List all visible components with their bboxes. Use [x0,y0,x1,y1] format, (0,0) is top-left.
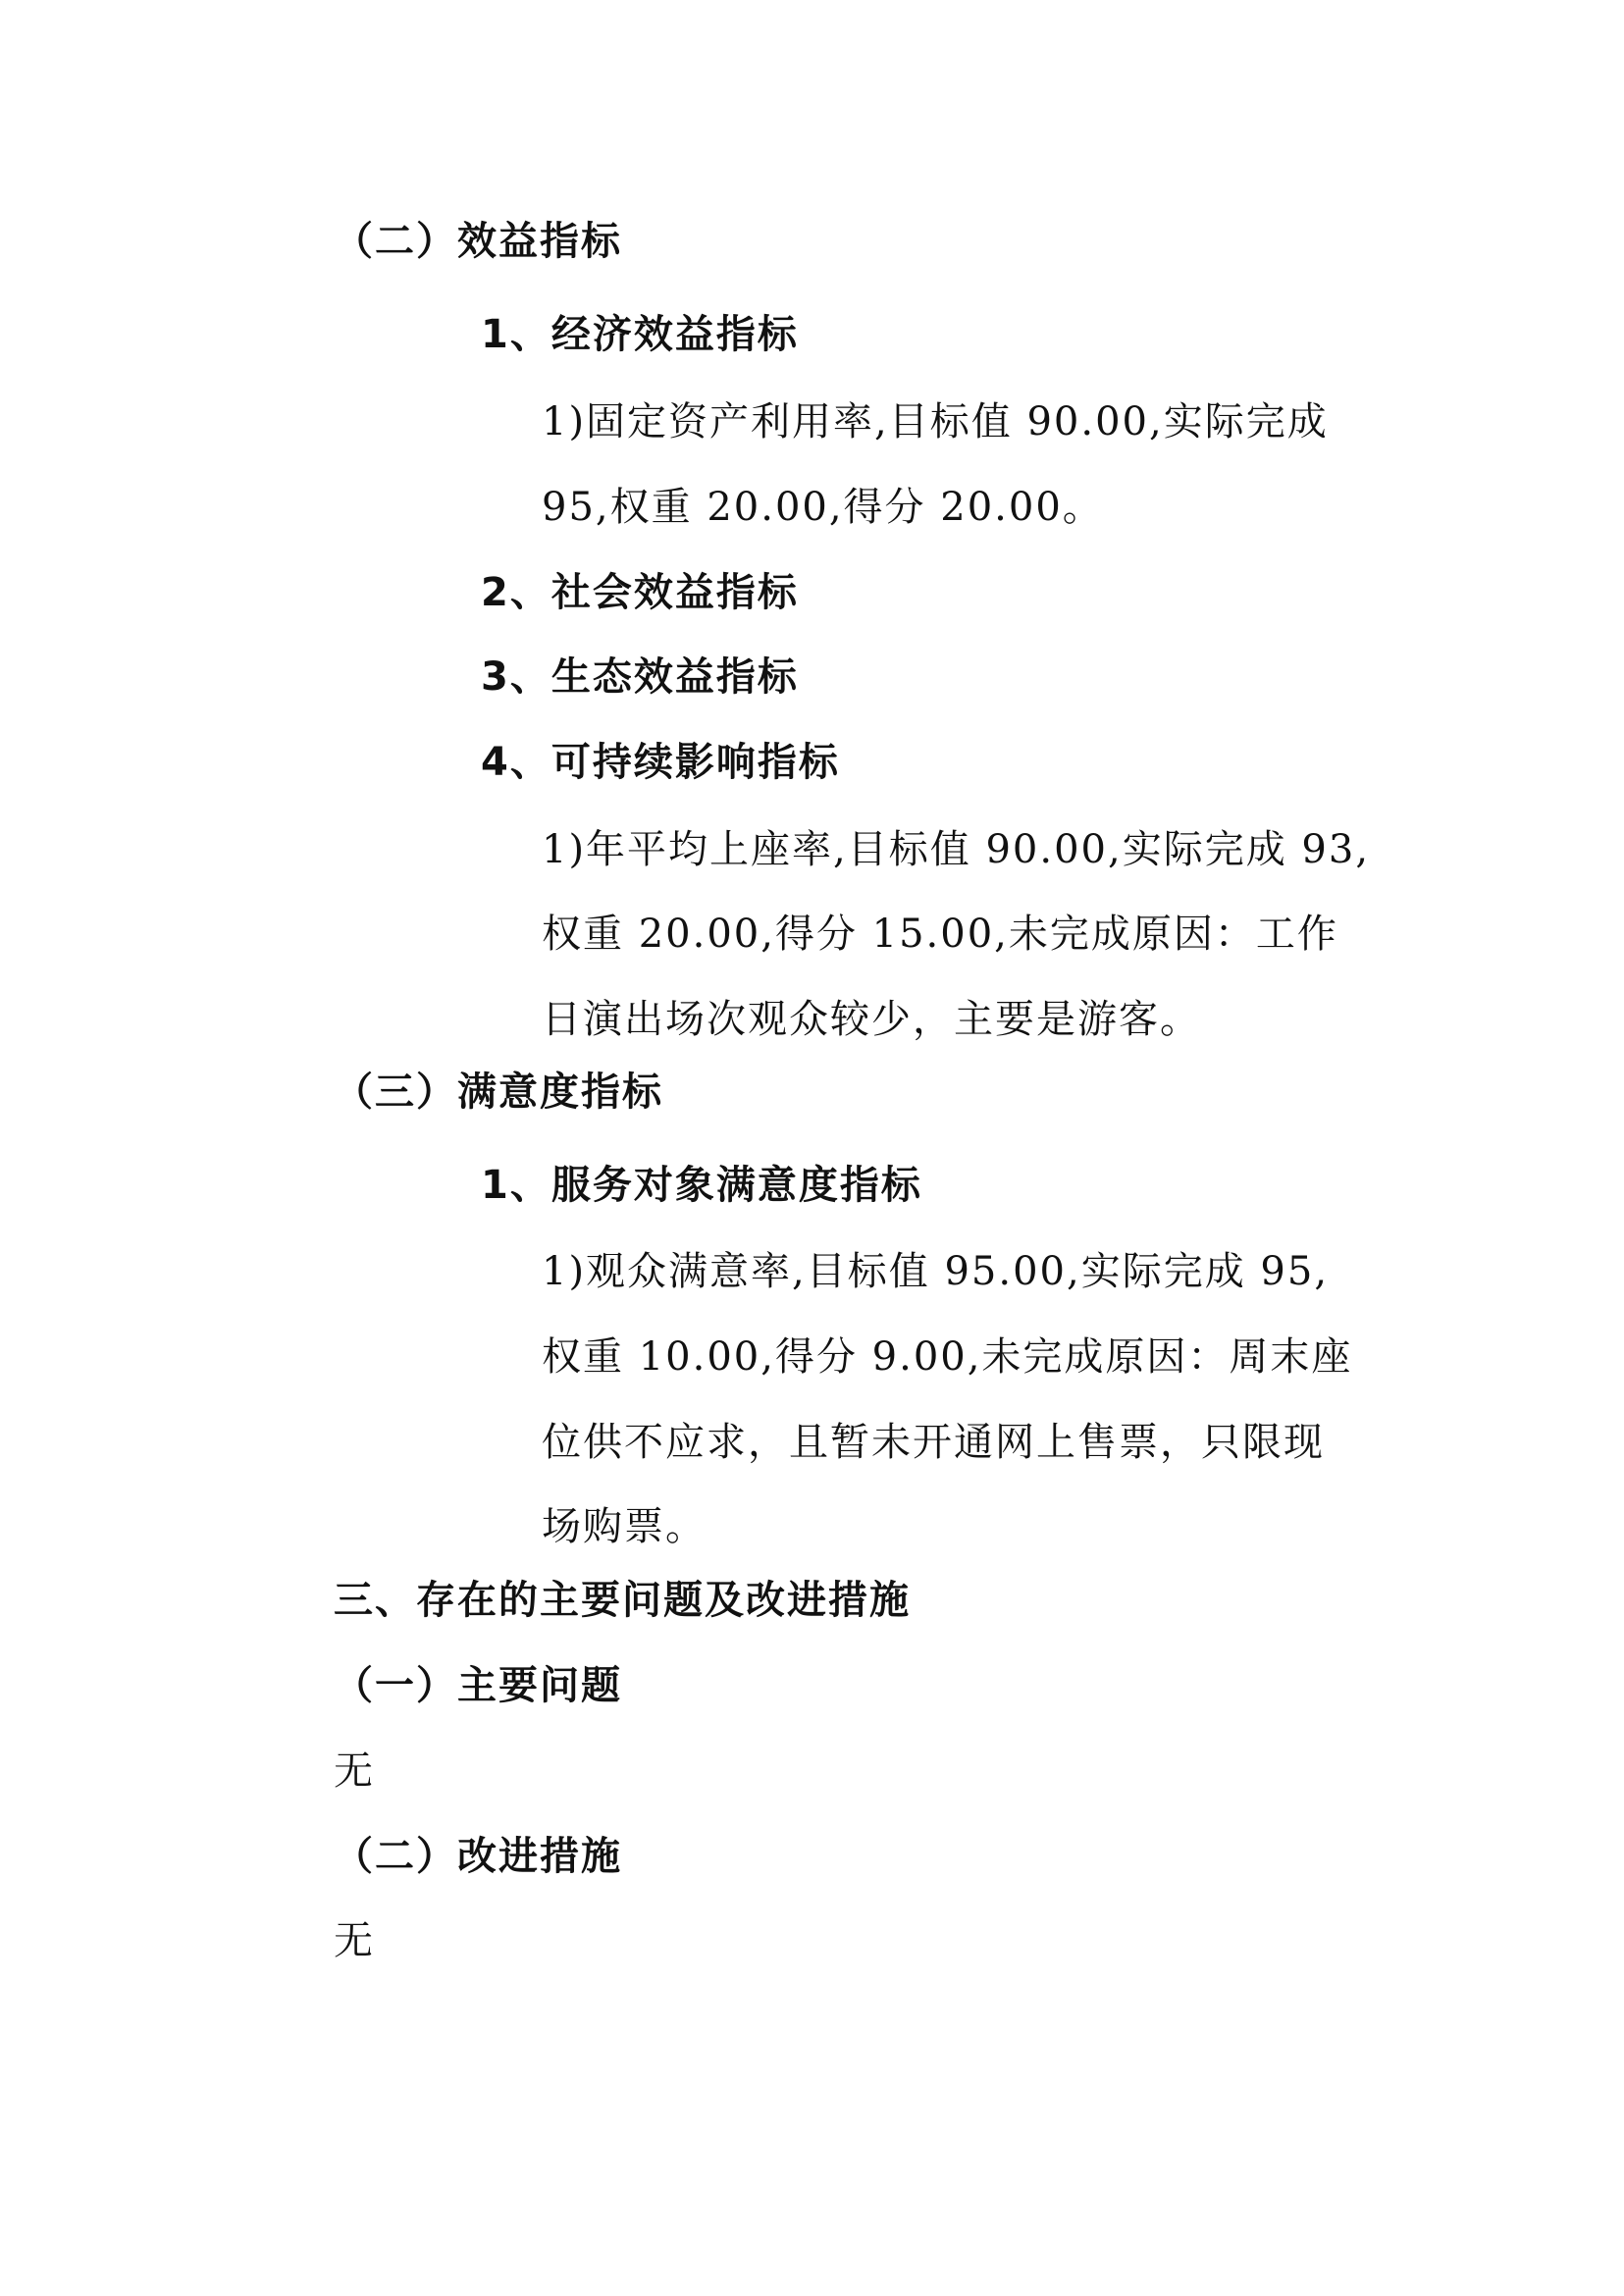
subheading-sustainable-impact: 4、可持续影响指标 [481,740,840,785]
sustainable-item-line-2: 权重 20.00,得分 15.00,未完成原因：工作 [542,912,1338,957]
sustainable-item-line-3: 日演出场次观众较少，主要是游客。 [542,997,1201,1042]
satisfaction-item-line-2: 权重 10.00,得分 9.00,未完成原因：周末座 [542,1334,1353,1380]
subheading-ecological-benefit: 3、生态效益指标 [481,654,799,700]
main-problems-content: 无 [334,1748,375,1794]
subheading-social-benefit: 2、社会效益指标 [481,570,799,615]
sustainable-item-line-1: 1)年平均上座率,目标值 90.00,实际完成 93, [542,827,1371,872]
economic-item-line-2: 95,权重 20.00,得分 20.00。 [542,485,1104,530]
section-heading-satisfaction-indicators: （三）满意度指标 [334,1070,663,1115]
satisfaction-item-line-3: 位供不应求，且暂未开通网上售票，只限现 [542,1420,1325,1465]
improvement-measures-content: 无 [334,1918,375,1963]
subheading-service-satisfaction: 1、服务对象满意度指标 [481,1163,922,1208]
economic-item-line-1: 1)固定资产利用率,目标值 90.00,实际完成 [542,399,1329,444]
section-heading-benefit-indicators: （二）效益指标 [334,219,622,264]
subheading-economic-benefit: 1、经济效益指标 [481,312,799,357]
subheading-main-problems: （一）主要问题 [334,1663,622,1708]
satisfaction-item-line-4: 场购票。 [542,1504,707,1549]
satisfaction-item-line-1: 1)观众满意率,目标值 95.00,实际完成 95, [542,1249,1330,1294]
subheading-improvement-measures: （二）改进措施 [334,1834,622,1879]
chapter-heading-problems-and-measures: 三、存在的主要问题及改进措施 [334,1578,911,1623]
